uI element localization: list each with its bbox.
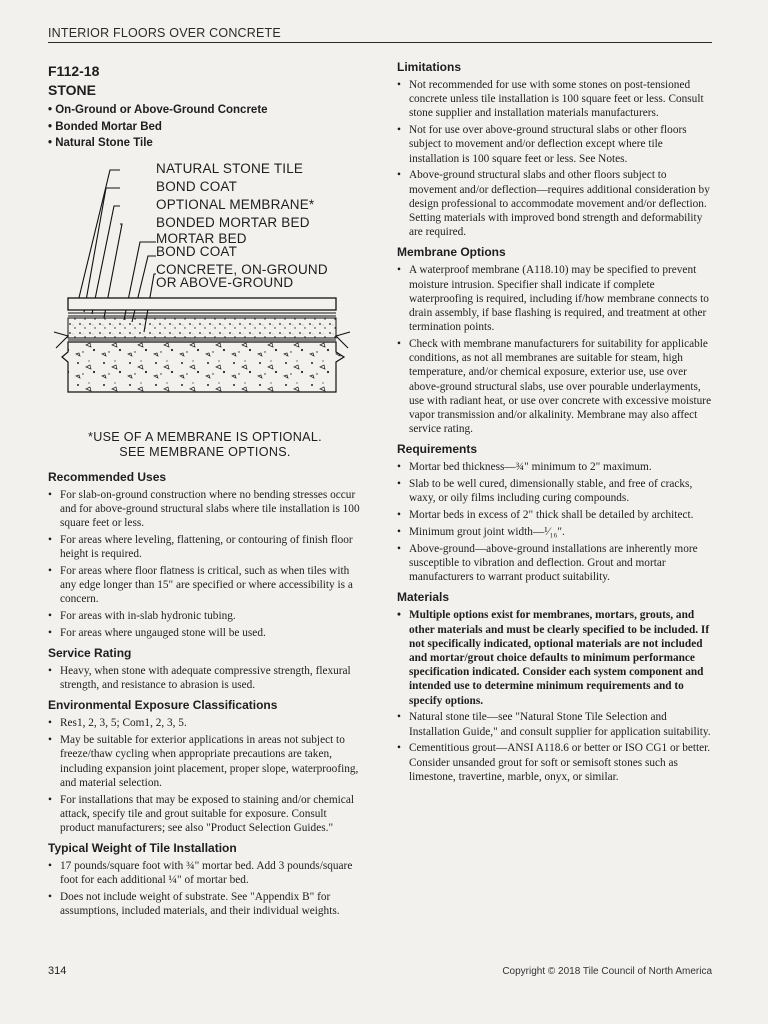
list-item: • Multiple options exist for membranes, mortars, grouts, and other materials and must be clearly specified to be included. If not specifically indicated, optional materials are not included and mortar/grout choice defaults to minimum performance specification indicated. Consider each system component and intended use to determine minimum requirements and to specify options. [397, 608, 712, 707]
section-heading: Recommended Uses [48, 469, 167, 484]
page-number: 314 [48, 965, 67, 977]
list-item: • For areas where ungauged stone will be used. [48, 626, 362, 640]
list-item: • Res1, 2, 3, 5; Com1, 2, 3, 5. [48, 716, 362, 730]
note-line: SEE MEMBRANE OPTIONS. [119, 444, 291, 459]
right-column [397, 60, 712, 790]
label-bond-coat: BOND COAT [156, 178, 238, 194]
service-rating-section [48, 646, 362, 692]
list-item: • For slab-on-ground construction where no bending stresses occur and for above-ground structural slabs where tile installation is 100 square feet or less. [48, 488, 362, 531]
feature-item: • Natural Stone Tile [48, 135, 362, 152]
section-heading: Typical Weight of Tile Installation [48, 841, 237, 856]
label-optional-membrane: OPTIONAL MEMBRANE* [156, 196, 315, 212]
list-item: • Check with membrane manufacturers for suitability for applicable conditions, as not all membranes are suitable for steam, high temperature, and/or chemical exposure, exterior use, use over above-ground structural slabs, use over pourable underlayments, use with radiant heat, or use over concrete with excessive moisture vapor transmission and/or alkalinity. Membrane may also affect service rating. [397, 337, 712, 436]
list-item: • Above-ground—above-ground installations are inherently more susceptible to vibration and deflection. Grout and mortar manufacturers to warrant product suitability. [397, 542, 712, 585]
label-bond-coat-2: BOND COAT [156, 243, 238, 259]
section-heading: Membrane Options [397, 245, 506, 260]
weight-section [48, 841, 362, 918]
feature-item: • On-Ground or Above-Ground Concrete [48, 102, 362, 119]
list-item: • Above-ground structural slabs and other floors subject to movement and/or deflection—requires additional consideration by design professional to accommodate movement and/or deflection. Setting materials with improved bond strength and deformability are required. [397, 168, 712, 239]
list-item: • Not recommended for use with some stones on post-tensioned concrete unless tile installation is 100 square feet or less. Consult stone supplier and installation materials manufacturers. [397, 78, 712, 121]
section-heading: Materials [397, 590, 450, 605]
list-item: • Mortar beds in excess of 2" thick shall be detailed by architect. [397, 508, 712, 522]
label-natural-stone-tile: NATURAL STONE TILE [156, 160, 304, 176]
list-item: • A waterproof membrane (A118.10) may be specified to prevent moisture intrusion. Specifier shall indicate if complete waterproofing is required, including if/how membrane connects to drain assembly, if base flashing is required, and treatment at other termination points. [397, 263, 712, 334]
section-heading: Requirements [397, 442, 478, 457]
membrane-options-section [397, 245, 712, 436]
list-item: • Natural stone tile—see "Natural Stone Tile Selection and Installation Guide," and consult supplier for application suitability. [397, 710, 712, 738]
list-item: • Heavy, when stone with adequate compressive strength, flexural strength, and resistance to abrasion is used. [48, 664, 362, 692]
diagram-labels-lower [156, 232, 328, 289]
method-code: F112-18 [48, 63, 100, 79]
list-item: • For areas where leveling, flattening, or contouring of finish floor height is required. [48, 533, 362, 561]
list-item: • Cementitious grout—ANSI A118.6 or better or ISO CG1 or better. Consider unsanded grout for soft or semisoft stones such as limestone, travertine, marble, onyx, or similar. [397, 741, 712, 784]
list-item: • Not for use over above-ground structural slabs or other floors subject to movement and/or deflection except where tile installation is 100 square feet or less. See Notes. [397, 123, 712, 166]
copyright: Copyright © 2018 Tile Council of North America [502, 966, 712, 977]
page-header: INTERIOR FLOORS OVER CONCRETE [48, 26, 712, 43]
list-item: • May be suitable for exterior applications in areas not subject to freeze/thaw cycling when appropriate precautions are taken, including expansion joint placement, proper slope, waterproofing, and material selection. [48, 733, 362, 790]
recommended-uses-section [48, 470, 362, 640]
label-mortar-bed: MORTAR BED [156, 230, 247, 246]
membrane-note [48, 430, 362, 460]
installation-diagram [48, 160, 362, 424]
requirements-section [397, 442, 712, 584]
list-item: • Slab to be well cured, dimensionally stable, and free of cracks, waxy, or oily films including curing compounds. [397, 477, 712, 505]
method-name: STONE [48, 82, 96, 98]
section-heading: Service Rating [48, 645, 132, 660]
diagram-labels [156, 160, 314, 232]
feature-list [48, 102, 362, 152]
label-concrete: CONCRETE, ON-GROUND [156, 261, 328, 277]
list-item: • Does not include weight of substrate. See "Appendix B" for assumptions, included materials, and their individual weights. [48, 890, 362, 918]
label-bonded-mortar-bed: BONDED MORTAR BED [156, 214, 310, 230]
list-item: • For installations that may be exposed to staining and/or chemical attack, specify tile and grout suitable for exposure. Consult product manufacturers; see also "Product Selection Guides." [48, 793, 362, 836]
environmental-section [48, 698, 362, 835]
section-heading: Environmental Exposure Classifications [48, 698, 278, 713]
materials-section [397, 590, 712, 784]
section-heading: Limitations [397, 60, 462, 74]
note-line: *USE OF A MEMBRANE IS OPTIONAL. [88, 429, 322, 444]
feature-item: • Bonded Mortar Bed [48, 119, 362, 136]
list-item: • Minimum grout joint width—¹⁄₁₆". [397, 525, 712, 539]
label-concrete-2: OR ABOVE-GROUND [156, 274, 294, 290]
left-column [48, 60, 362, 925]
limitations-section [397, 60, 712, 239]
list-item: • Mortar bed thickness—¾" minimum to 2" maximum. [397, 460, 712, 474]
list-item: • 17 pounds/square foot with ¾" mortar bed. Add 3 pounds/square foot for each additional ¼" of mortar bed. [48, 859, 362, 887]
list-item: • For areas with in-slab hydronic tubing. [48, 609, 362, 623]
list-item: • For areas where floor flatness is critical, such as when tiles with any edge longer than 15" are specified or where accessibility is a concern. [48, 564, 362, 607]
